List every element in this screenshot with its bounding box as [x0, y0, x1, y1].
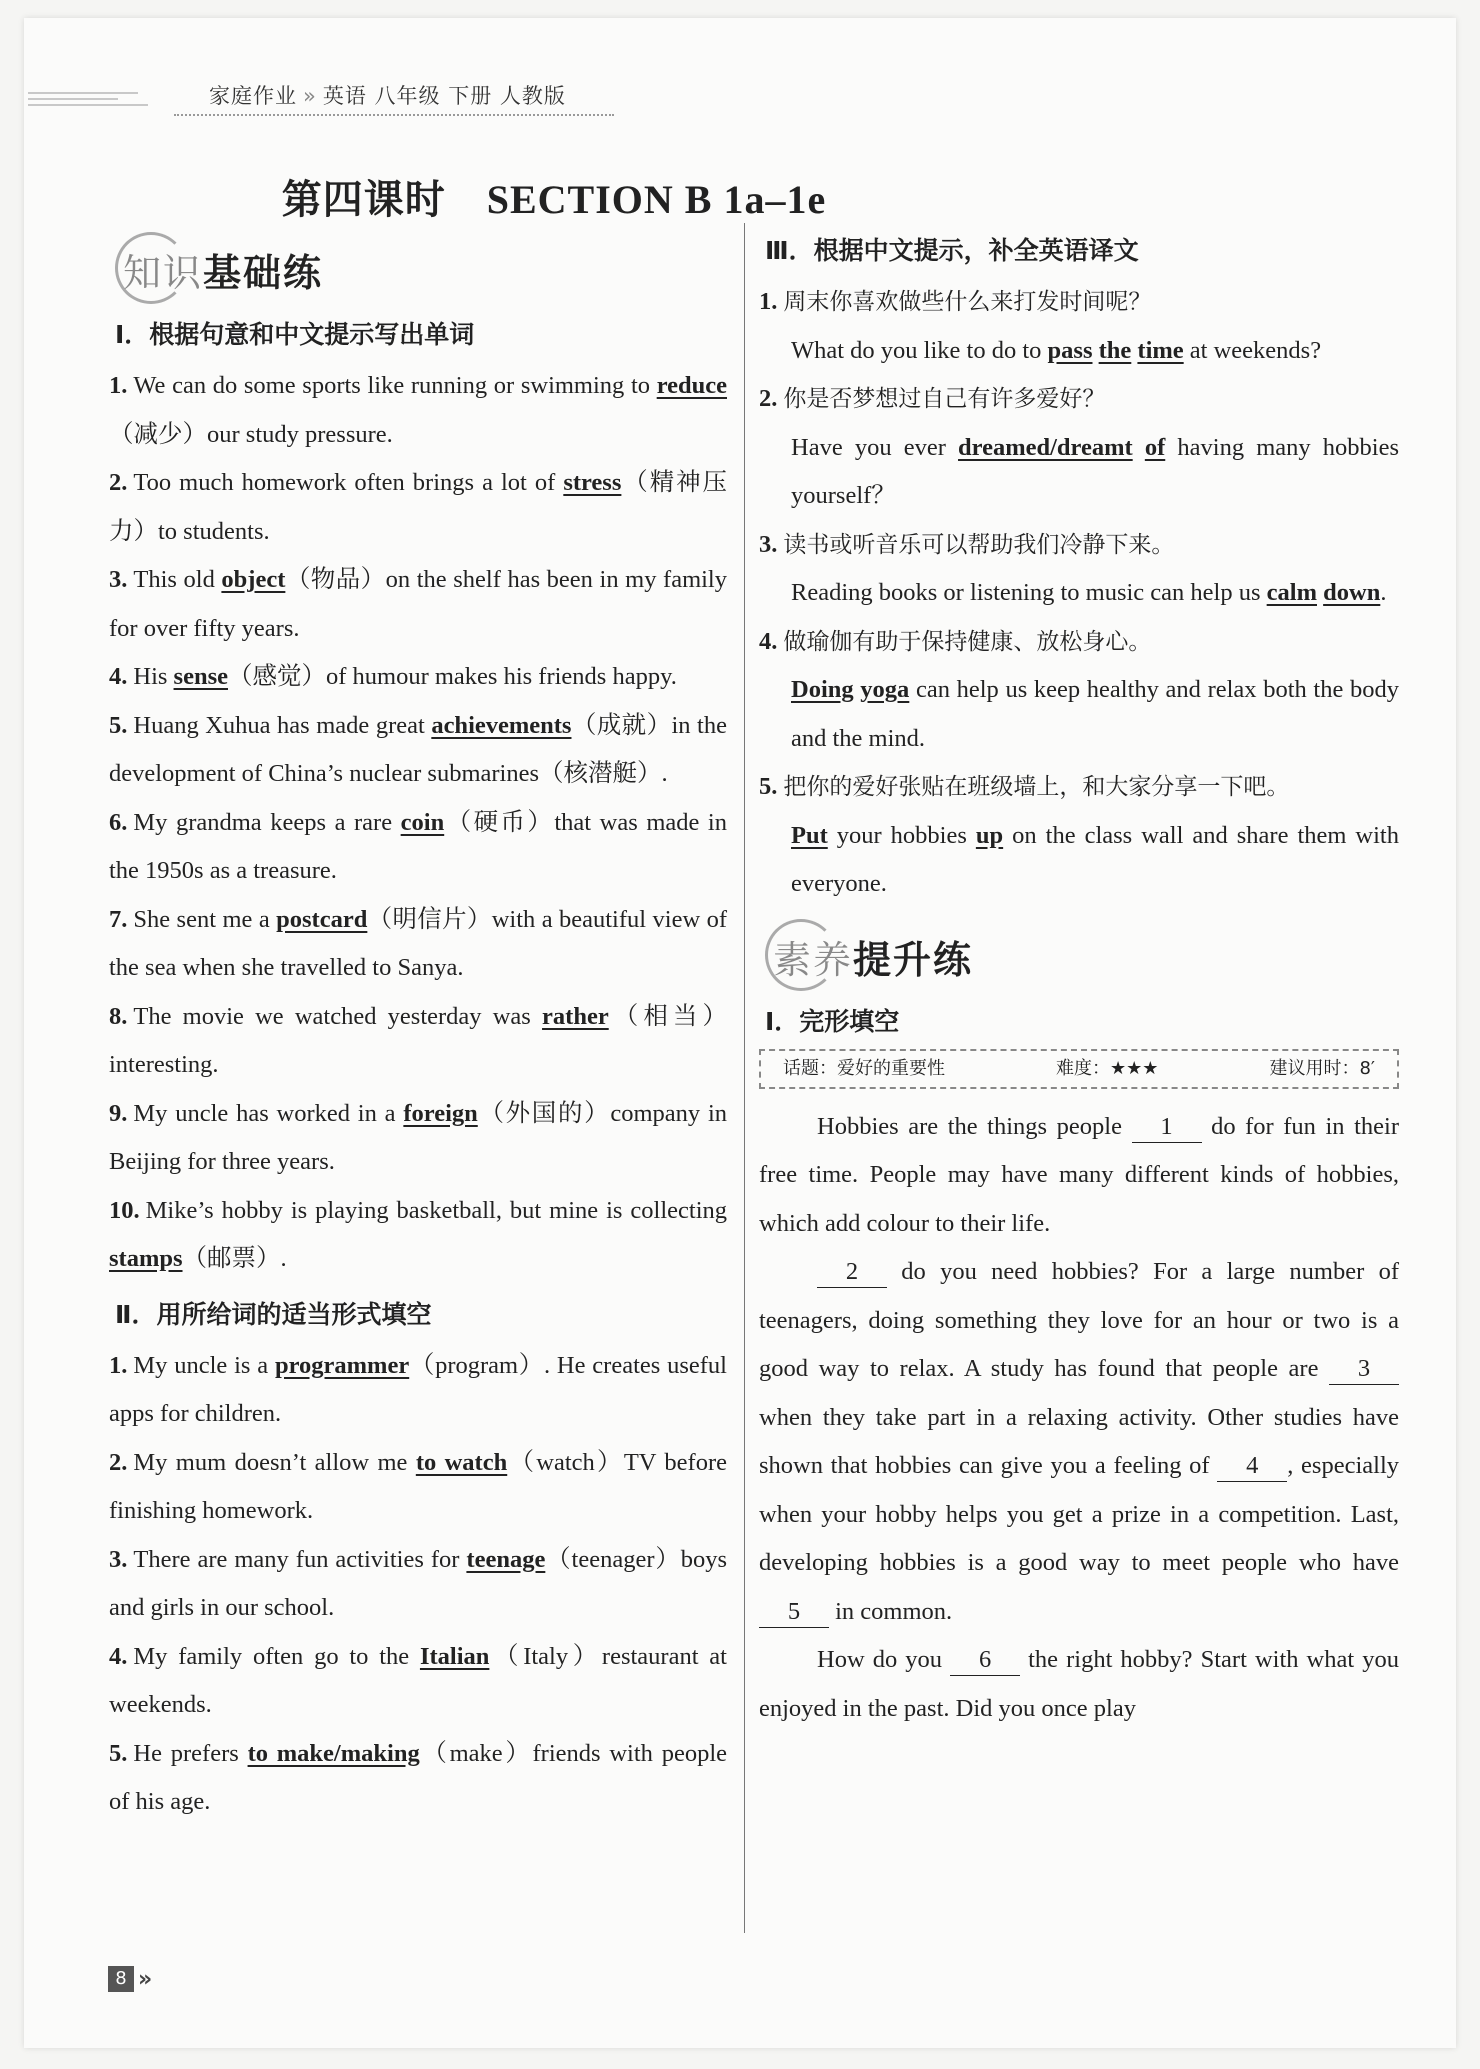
question-text: This old	[133, 566, 222, 593]
chinese-prompt	[759, 278, 1399, 327]
chinese-prompt	[759, 763, 1399, 812]
header-subject: 英语	[322, 84, 367, 108]
question-number: 1.	[759, 288, 778, 315]
answer-blank[interactable]: up	[975, 821, 1004, 849]
translation-text: Reading books or listening to music can help us	[791, 579, 1267, 606]
question-text: （邮票）.	[182, 1245, 287, 1272]
answer-blank[interactable]: stress	[563, 469, 622, 496]
english-translation	[759, 812, 1399, 909]
question-item	[109, 1730, 727, 1827]
translation-item	[759, 521, 1399, 618]
question-text: His	[133, 663, 174, 690]
passage-text: How do you	[817, 1646, 951, 1673]
passage-text: do you need hobbies? For a large number of teenagers, doing something they love for an hour or two is a good way to relax. A study has found that people are	[759, 1258, 1399, 1382]
answer-blank[interactable]: pass	[1047, 336, 1093, 364]
cloze-time: 建议用时：8′	[1269, 1057, 1375, 1079]
question-item	[109, 896, 727, 993]
chinese-prompt	[759, 618, 1399, 667]
cloze-difficulty: 难度：★★★	[1056, 1057, 1159, 1079]
page-header	[24, 70, 1456, 130]
question-text: （Italy）restaurant at weekends.	[109, 1642, 727, 1718]
passage-text: , especially when your hobby helps you get a prize in a competition. Last, developing hobbies is a good way to meet people who have	[759, 1452, 1400, 1576]
double-chevron-icon: »	[138, 1966, 153, 1992]
question-text: （硬币）that was made in the 1950s as a treasure.	[109, 808, 727, 884]
translation-item	[759, 763, 1399, 909]
cloze-topic: 话题：爱好的重要性	[783, 1057, 945, 1079]
question-item	[109, 1633, 727, 1730]
translation-text: at weekends?	[1183, 336, 1322, 364]
question-text: （make）friends with people of his age.	[109, 1739, 728, 1815]
question-text: （物品）on the shelf has been in my family for over fifty years.	[109, 566, 727, 642]
question-number: 2.	[109, 469, 128, 496]
chinese-text: 周末你喜欢做些什么来打发时间呢？	[783, 289, 1152, 315]
question-text: My grandma keeps a rare	[133, 808, 401, 836]
question-text: （减少）our study pressure.	[109, 420, 393, 448]
question-text: My uncle has worked in a	[133, 1099, 404, 1127]
passage-text: in common.	[829, 1597, 953, 1625]
page	[24, 18, 1456, 2048]
question-number: 3.	[109, 1545, 128, 1573]
answer-blank[interactable]: reduce	[656, 372, 727, 399]
cloze-info-bar	[759, 1049, 1399, 1089]
question-item	[109, 1342, 727, 1439]
answer-blank[interactable]: achievements	[431, 711, 572, 739]
header-grade: 八年级	[374, 84, 441, 108]
question-item	[109, 799, 727, 896]
passage-text: do for fun in their free time. People may have many different kinds of hobbies, which add colour to their life.	[759, 1112, 1400, 1237]
question-item	[109, 556, 727, 653]
question-text: There are many fun activities for	[133, 1545, 467, 1573]
banner-light-text: 知识	[123, 251, 204, 295]
chinese-prompt	[759, 375, 1399, 424]
section-banner-advanced	[759, 917, 1399, 991]
translation-text: your hobbies	[827, 821, 976, 849]
question-text: She sent me a	[133, 905, 277, 933]
question-text: （明信片）with a beautiful view of the sea when she travelled to Sanya.	[109, 905, 727, 981]
question-text: Huang Xuhua has made great	[133, 711, 432, 739]
header-decoration	[28, 92, 148, 110]
question-text: （成就）in the development of China’s nuclear submarines（核潜艇）.	[109, 711, 727, 787]
question-text: My mum doesn’t allow me	[133, 1448, 416, 1476]
cloze-blank[interactable]: 4	[1217, 1451, 1287, 1482]
question-number: 1.	[109, 372, 128, 399]
question-number: 3.	[759, 530, 778, 558]
answer-blank[interactable]: calm	[1266, 579, 1317, 606]
cloze-paragraph	[759, 1636, 1399, 1733]
answer-blank[interactable]: of	[1144, 433, 1166, 461]
question-text: （program）. He creates useful apps for children.	[109, 1351, 727, 1427]
question-number: 7.	[109, 905, 128, 933]
question-text: The movie we watched yesterday was	[133, 1002, 543, 1030]
page-title: 第四课时 SECTION B 1a–1e	[281, 177, 827, 222]
question-number: 8.	[109, 1002, 128, 1030]
question-item	[109, 702, 727, 799]
cloze-blank[interactable]: 6	[950, 1645, 1020, 1676]
answer-blank[interactable]: postcard	[276, 905, 368, 933]
part1-list	[109, 362, 727, 1284]
column-divider	[744, 223, 745, 1933]
question-text: My uncle is a	[133, 1351, 275, 1379]
question-text: （精神压力）to students.	[109, 469, 727, 545]
answer-blank[interactable]: object	[221, 566, 286, 593]
question-text: （外国的）company in Beijing for three years.	[109, 1099, 727, 1175]
chinese-text: 做瑜伽有助于保持健康、放松身心。	[783, 628, 1152, 655]
section-banner-basic	[109, 230, 727, 304]
header-breadcrumb	[209, 80, 566, 110]
question-item	[109, 1187, 727, 1284]
cloze-paragraph	[759, 1103, 1399, 1249]
part3-list	[759, 278, 1399, 909]
header-volume: 下册	[448, 84, 493, 108]
question-item	[109, 1439, 727, 1536]
translation-item	[759, 618, 1399, 764]
passage-text: Hobbies are the things people	[817, 1112, 1132, 1140]
question-text: （teenager）boys and girls in our school.	[109, 1545, 727, 1621]
banner-bold-text: 基础练	[203, 251, 324, 295]
translation-text: Have you ever	[791, 433, 959, 461]
question-text: My family often go to the	[133, 1642, 420, 1670]
question-text: We can do some sports like running or swimming to	[133, 372, 657, 399]
part3-heading: Ⅲ．根据中文提示，补全英语译文	[765, 236, 1139, 265]
translation-item	[759, 278, 1399, 375]
question-text: （相当）interesting.	[109, 1002, 727, 1078]
question-item	[109, 1090, 727, 1187]
question-text: Mike’s hobby is playing basketball, but mine is collecting	[145, 1196, 727, 1224]
banner-bold-text: 提升练	[853, 937, 974, 982]
cloze-heading: Ⅰ．完形填空	[765, 1006, 900, 1036]
page-footer	[108, 1966, 152, 1992]
question-number: 3.	[109, 566, 128, 593]
translation-item	[759, 375, 1399, 521]
passage-text: when they take part in a relaxing activity. Other studies have shown that hobbies can give you a feeling of	[759, 1403, 1399, 1479]
question-item	[109, 459, 727, 556]
answer-blank[interactable]: yoga	[860, 676, 910, 703]
question-number: 10.	[109, 1196, 140, 1224]
translation-text: having many hobbies yourself？	[791, 433, 1399, 509]
right-column	[759, 230, 1399, 1733]
answer-blank[interactable]: programmer	[274, 1351, 410, 1379]
answer-blank[interactable]: to make/making	[247, 1739, 420, 1767]
header-book: 家庭作业	[209, 84, 297, 108]
passage-text: the right hobby? Start with what you enjoyed in the past. Did you once play	[759, 1646, 1399, 1722]
chinese-prompt	[759, 521, 1399, 570]
answer-blank[interactable]: coin	[400, 808, 445, 836]
question-number: 5.	[759, 773, 778, 800]
answer-blank[interactable]: sense	[173, 663, 228, 690]
answer-blank[interactable]: time	[1137, 336, 1184, 364]
question-item	[109, 1536, 727, 1633]
english-translation	[759, 424, 1399, 521]
banner-title	[773, 929, 973, 984]
chinese-text: 读书或听音乐可以帮助我们冷静下来。	[783, 531, 1175, 558]
question-number: 6.	[109, 808, 128, 836]
part2-list	[109, 1342, 727, 1827]
answer-blank[interactable]: Doing	[791, 676, 854, 703]
left-column	[109, 230, 727, 1827]
answer-blank[interactable]: teenage	[466, 1545, 546, 1573]
english-translation	[759, 666, 1399, 763]
answer-blank[interactable]: down	[1323, 579, 1381, 606]
question-text: （感觉）of humour makes his friends happy.	[228, 663, 677, 690]
page-number: 8	[108, 1966, 134, 1992]
translation-text: on the class wall and share them with everyone.	[791, 821, 1399, 897]
banner-title	[123, 242, 323, 297]
answer-blank[interactable]: Put	[791, 821, 828, 849]
question-item	[109, 653, 727, 702]
header-divider	[174, 114, 614, 116]
question-number: 1.	[109, 1351, 128, 1379]
part2-heading: Ⅱ．用所给词的适当形式填空	[115, 1299, 432, 1329]
header-edition: 人教版	[499, 84, 566, 108]
chinese-text: 把你的爱好张贴在班级墙上，和大家分享一下吧。	[783, 774, 1290, 800]
cloze-passage	[759, 1103, 1399, 1734]
question-text: Too much homework often brings a lot of	[133, 469, 564, 496]
translation-text: can help us keep healthy and relax both the body and the mind.	[791, 676, 1399, 752]
english-translation	[759, 569, 1399, 618]
question-text: He prefers	[133, 1739, 248, 1767]
answer-blank[interactable]: the	[1098, 336, 1132, 364]
question-number: 5.	[109, 1739, 128, 1767]
cloze-paragraph	[759, 1248, 1399, 1636]
question-item	[109, 362, 727, 459]
answer-blank[interactable]: stamps	[109, 1245, 183, 1272]
translation-text: What do you like to do to	[791, 336, 1048, 364]
translation-text: .	[1380, 579, 1387, 606]
question-number: 4.	[109, 663, 128, 690]
question-item	[109, 993, 727, 1090]
answer-blank[interactable]: Italian	[419, 1642, 490, 1670]
cloze-blank[interactable]: 2	[817, 1257, 887, 1288]
translation-text	[1133, 434, 1145, 461]
english-translation	[759, 327, 1399, 376]
banner-light-text: 素养	[773, 937, 854, 982]
question-number: 2.	[759, 385, 778, 412]
question-number: 5.	[109, 711, 128, 739]
cloze-blank[interactable]: 3	[1329, 1354, 1399, 1385]
chinese-text: 你是否梦想过自己有许多爱好？	[783, 386, 1106, 412]
question-number: 9.	[109, 1099, 128, 1127]
question-number: 2.	[109, 1448, 128, 1476]
answer-blank[interactable]: foreign	[403, 1099, 478, 1127]
cloze-blank[interactable]: 5	[759, 1597, 829, 1628]
cloze-blank[interactable]: 1	[1132, 1112, 1202, 1143]
double-chevron-icon: »	[303, 84, 317, 108]
question-text: （watch）TV before finishing homework.	[109, 1448, 728, 1524]
answer-blank[interactable]: dreamed/dreamt	[958, 433, 1133, 461]
part1-heading: Ⅰ．根据句意和中文提示写出单词	[115, 320, 475, 349]
answer-blank[interactable]: to watch	[415, 1448, 508, 1476]
question-number: 4.	[109, 1642, 128, 1670]
answer-blank[interactable]: rather	[542, 1002, 609, 1030]
question-number: 4.	[759, 627, 778, 655]
